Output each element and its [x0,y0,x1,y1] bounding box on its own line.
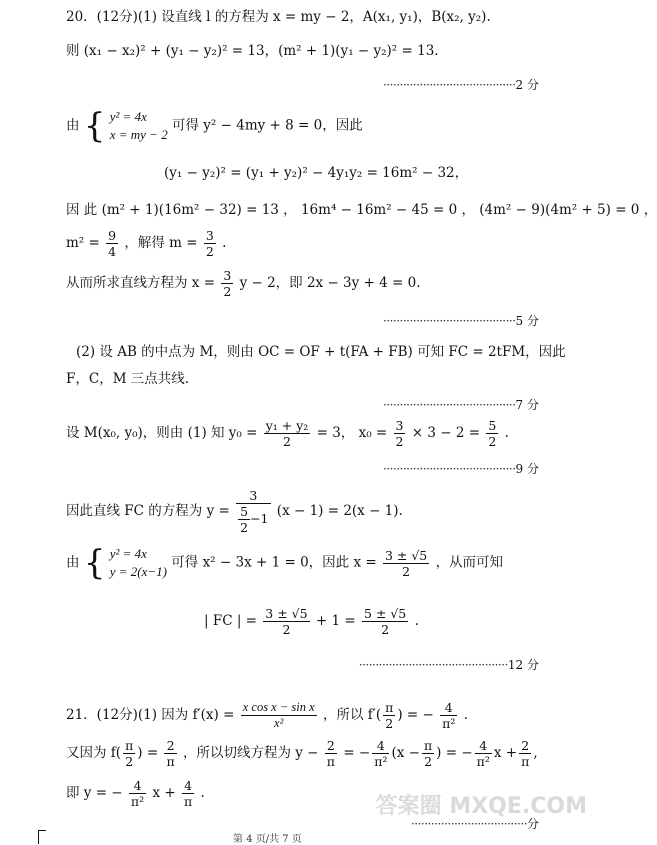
q20-midpoint-line: 设 M(x₀, y₀)，则由 (1) 知 y₀ = $\frac{\text{y₁ + y₂}}{2}$ = 3， x₀ = $\frac{3}{2}$ × 3 − 2 = $\frac{5}{2}$ . [66,418,509,449]
q20-system1: 由 { y² = 4x x = my − 2 可得 y² − 4my + 8 = 0，因此 [66,106,363,146]
q20-eq-center: (y₁ − y₂)² = (y₁ + y₂)² − 4y₁y₂ = 16m² − 32， [164,165,469,181]
q20-fc-abs: | FC | = $\frac{3 \pm √5}{2}$ + 1 = $\frac{5 \pm √5}{2}$ . [204,606,419,637]
score-2: ········································2 分 [382,78,539,92]
page-corner-mark [38,830,39,844]
q20-part2-line2: F，C，M 三点共线. [66,371,190,387]
watermark: 答案圈 MXQE.COM [375,794,587,819]
score-12: ·············································12 分 [358,658,539,672]
q20-line2: 则 (x₁ − x₂)² + (y₁ − y₂)² = 13，(m² + 1)(y₁ − y₂)² = 13. [66,43,439,59]
score-7: ········································7 分 [382,398,539,412]
score-9: ········································9 分 [382,462,539,476]
q20-system2: 由 { y² = 4x y = 2(x−1) 可得 x² − 3x + 1 = 0，因此 x = $\frac{3 \pm √5}{2}$ ，从而可知 [66,543,504,583]
q21-line3: 即 y = − $\frac{4}{\text{π²}}$ x + $\frac{4}{\pi}$ . [66,778,205,809]
score-5: ········································5 分 [382,314,539,328]
q20-m-solution: m² = $\frac{9}{4}$ ，解得 m = $\frac{3}{2}$ . [66,228,227,259]
score-q21: ···································分 [410,817,539,831]
q20-part2-line1: (2) 设 AB 的中点为 M，则由 OC = OF + t(FA + FB) 可知 FC = 2tFM，因此 [76,344,566,360]
q21-line1: 21．(12分)(1) 因为 f′(x) = $\frac{\text{x cos x − sin x}}{\text{x²}}$ ，所以 f′( $\frac{\pi}{2}$ ) = − $\frac{4}{\text{π²}}$ . [66,700,468,731]
q20-line-yinci: 因 此 (m² + 1)(16m² − 32) = 13 ， 16m⁴ − 16m² − 45 = 0 ， (4m² − 9)(4m² + 5) = 0 ， [66,202,657,218]
page-footer: 第 4 页/共 7 页 [233,834,302,845]
page-corner-mark-h [38,830,46,831]
q20-fc-line: 因此直线 FC 的方程为 y = 3 $\frac{5}{2}$ −1 (x − 1) = 2(x − 1). [66,488,403,535]
q21-line2: 又因为 f( $\frac{\pi}{2}$ ) = $\frac{2}{\pi}$ ，所以切线方程为 y − $\frac{2}{\pi}$ = − $\frac{4}{\text{π²}}$ (x − $\frac{\pi}{2}$ ) = − $\frac{4}{\text{π²}}$ x + $\frac{2}{\pi}$ , [66,738,538,769]
q20-final-line: 从而所求直线方程为 x = $\frac{3}{2}$ y − 2，即 2x − 3y + 4 = 0. [66,268,421,299]
q20-line1: 20．(12分)(1) 设直线 l 的方程为 x = my − 2，A(x₁, y₁)，B(x₂, y₂). [66,9,491,25]
